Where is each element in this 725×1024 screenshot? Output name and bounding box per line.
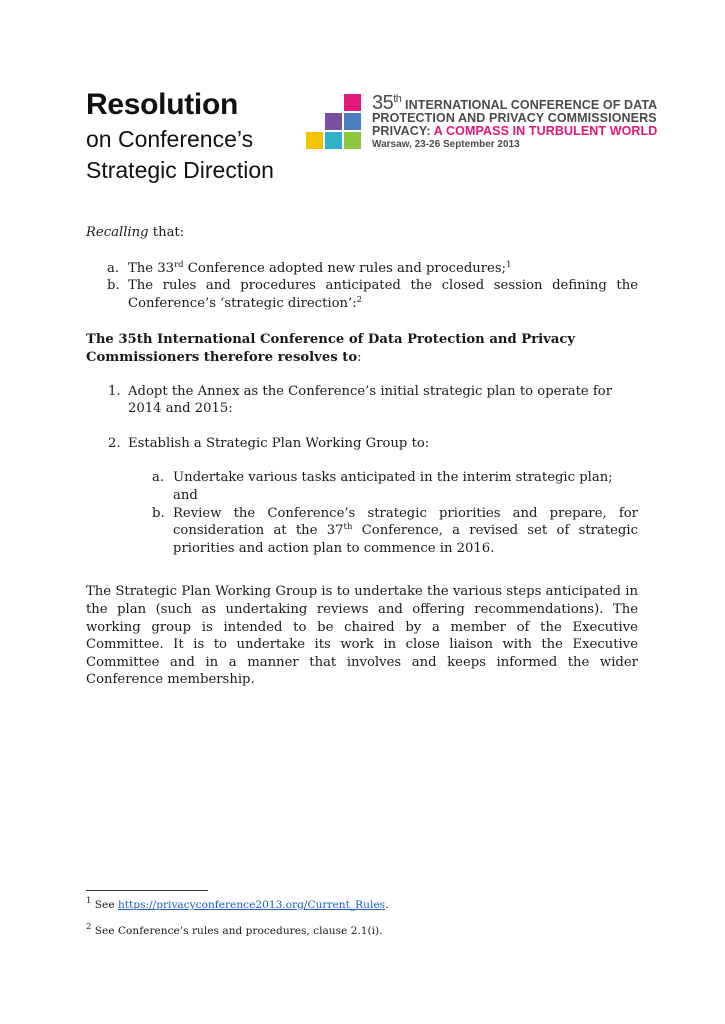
recitals-list [86, 260, 638, 313]
footnote-ref-2: 2 [356, 294, 363, 305]
logo-square-blue [344, 113, 361, 130]
action-1: 1. Adopt the Annex as the Conference’s initial strategic plan to operate for 2014 and 2015: [108, 383, 613, 417]
logo-square-pink [344, 94, 361, 111]
rules-link[interactable]: https://privacyconference2013.org/Current_Rules [117, 899, 386, 911]
recital-a: a. The 33rd Conference adopted new rules and procedures;$^1$ [107, 259, 512, 276]
logo-line-1 [372, 92, 657, 112]
resolves-heading: The 35th International Conference of Data Protection and Privacy Commissioners therefore resolves to: [86, 332, 576, 365]
list-marker: 2. [108, 435, 121, 451]
footnotes [86, 898, 646, 938]
logo-text [372, 92, 657, 151]
recital-b: b. The rules and procedures anticipated the closed session defining the Conference’s ‘strategic direction’:$^2$ [107, 278, 638, 311]
logo-number: 35th [372, 92, 402, 114]
sub-actions-list [128, 469, 638, 557]
logo-date: Warsaw, 23-26 September 2013 [372, 139, 520, 150]
title-block [86, 86, 274, 186]
logo-square-purple [325, 113, 342, 130]
title-main: Resolution [86, 88, 238, 121]
logo-line-2: PROTECTION AND PRIVACY COMMISSIONERS [372, 111, 657, 125]
list-marker: a. [107, 260, 120, 276]
list-marker: a. [152, 470, 165, 486]
sub-action-a: a. Undertake various tasks anticipated in the interim strategic plan; and [152, 470, 613, 503]
list-marker: b. [107, 278, 120, 294]
sub-action-b: b. Review the Conference’s strategic priorities and prepare, for consideration at the 37th Conference, a revised set of strategic priorities and action plan to commence in 2016. [152, 505, 638, 556]
logo-tagline: A COMPASS IN TURBULENT WORLD [433, 124, 658, 138]
list-marker: b. [152, 505, 165, 521]
list-marker: 1. [108, 383, 121, 399]
logo-square-green [344, 132, 361, 149]
logo-line-1-text: INTERNATIONAL CONFERENCE OF DATA [405, 98, 658, 112]
actions-list [86, 383, 638, 558]
conference-logo [306, 92, 658, 156]
footnote-2: $^2$ See Conference’s rules and procedures, clause 2.1(i). [86, 922, 383, 937]
action-2: 2. Establish a Strategic Plan Working Group to: a. Undertake various tasks anticipated in the interim strategic plan; and b. Review the Conference’s strategic priorities and prepare, for consideration at the 37th Conference, a revised set of strategic priorities and action plan to commence in 2016. [108, 435, 638, 556]
title-line-2: on Conference’s [86, 126, 254, 152]
logo-square-yellow [306, 132, 323, 149]
closing-paragraph: The Strategic Plan Working Group is to undertake the various steps anticipated in the plan (such as undertaking reviews and offering recommendations). The working group is intended to be chaired by a member of the Executive Committee. It is to undertake its work in close liaison with the Executive Committee and in a manner that involves and keeps informed the wider Conference membership. [86, 584, 638, 688]
footnote-divider [86, 890, 208, 891]
logo-line-3: PRIVACY: A COMPASS IN TURBULENT WORLD [372, 124, 658, 138]
footnote-ref-1: 1 [506, 259, 512, 270]
logo-square-cyan [325, 132, 342, 149]
footnote-1: $^1$ See https://privacyconference2013.org/Current_Rules. [86, 896, 389, 911]
resolution-body [86, 224, 638, 689]
recalling-intro: Recalling that: [86, 225, 185, 240]
title-line-3: Strategic Direction [86, 157, 274, 183]
